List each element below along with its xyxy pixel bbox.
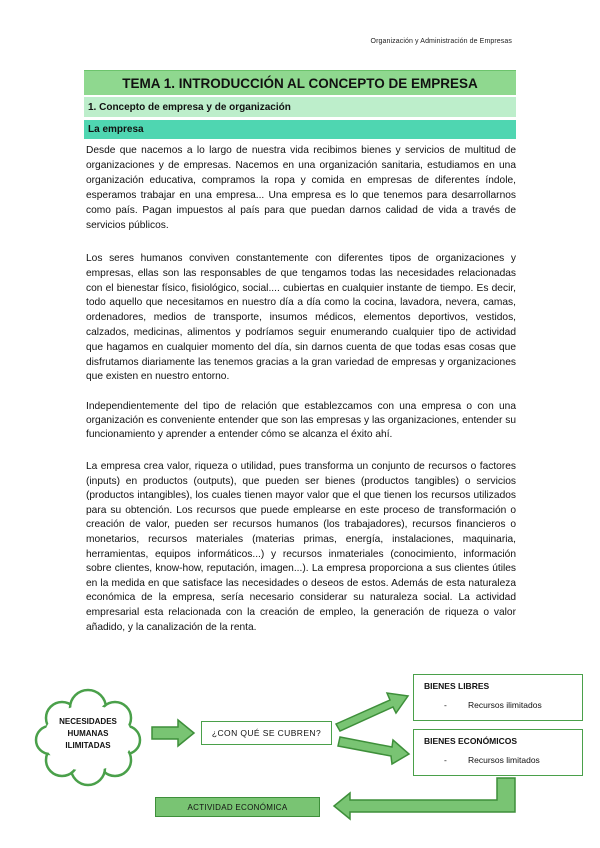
paragraph-3: Independientemente del tipo de relación que establezcamos con una empresa o con una organización es conveniente entender que son las empresas y las organizaciones, entender su funcionamiento y aprender a entender cómo se alcanza el éxito ahí. — [86, 401, 516, 441]
cloud-line-1: NECESIDADES — [59, 717, 117, 726]
arrow-to-bienes-libres — [336, 693, 408, 731]
paragraph-4: La empresa crea valor, riqueza o utilidad, pues transforma un conjunto de recursos o factores (inputs) en productos (outputs), que pueden ser bienes (productos tangibles) o servicios (productos intangibles), los cuales tienen mayor valor que el que tienen los recursos utilizados para su obtención. Los recursos que puede emplearse en este proceso de transformación o creación de valor, pueden ser recursos humanos (los trabajadores), recursos financieros o monetarios, recursos materiales (materias primas, energía, instalaciones, maquinaria, herramientas, equipos informáticos...) y recursos inmateriales (conocimiento, información sobre clientes, know-how, reputación, imagen...). La empresa proporciona a sus clientes útiles en la medida en que satisface las necesidades o deseos de estos. Además de esta naturaleza económica de la empresa, sería necesario considerar su naturaleza social. La actividad empresarial esta relacionada con la creación de empleo, la generación de riqueza o valor añadido, y la canalización de la renta. — [86, 461, 516, 633]
section-heading: 1. Concepto de empresa y de organización — [84, 97, 516, 117]
actividad-economica-box: ACTIVIDAD ECONÓMICA — [155, 797, 320, 817]
cloud-line-2: HUMANAS — [67, 729, 109, 738]
bienes-libres-item-text: Recursos ilimitados — [468, 700, 542, 710]
bienes-economicos-box — [413, 729, 583, 776]
paragraph-2: Los seres humanos conviven constantemente con diferentes tipos de organizaciones y empresas, ellas son las responsables de que tengamos todas las necesidades relacionadas con el bienestar físico, fisiológico, social.... cubiertas en cualquier instante de tiempo. Es decir, todo aquello que necesitamos en nuestro día a día como la cocina, lavadora, nevera, camas, ordenadores, medios de transporte, insumos médicos, elementos deportivos, vestidos, calzados, medicinas, alimentos y podríamos seguir enumerando cualquier tipo de actividad que hagamos en cualquier momento del día, sin darnos cuenta de que todas esas cosas que disfrutamos diariamente las tenemos gracias a la gran variedad de empresas y organizaciones que existen en nuestro entorno. — [86, 253, 516, 383]
bullet-dash: - — [444, 755, 447, 765]
bienes-economicos-title: BIENES ECONÓMICOS — [424, 736, 518, 746]
bienes-libres-title: BIENES LIBRES — [424, 681, 490, 691]
page-title: TEMA 1. INTRODUCCIÓN AL CONCEPTO DE EMPRESA — [84, 70, 516, 95]
bienes-libres-item — [444, 700, 542, 710]
bullet-dash: - — [444, 700, 447, 710]
bienes-economicos-item-text: Recursos limitados — [468, 755, 540, 765]
cloud-line-3: ILIMITADAS — [65, 741, 111, 750]
subsection-heading: La empresa — [84, 120, 516, 139]
bienes-libres-box — [413, 674, 583, 721]
arrow-to-bienes-economicos — [338, 737, 409, 764]
needs-cloud — [38, 694, 138, 774]
bienes-economicos-item — [444, 755, 540, 765]
paragraph-1: Desde que nacemos a lo largo de nuestra vida recibimos bienes y servicios de multitud de organizaciones y de empresas. Nacemos en una organización sanitaria, estudiamos en una organización educativa, compramos la ropa y comida en empresas de diferentes índole, esperamos trabajar en una empresa... Una empresa es lo que tenemos para desarrollarnos como país. Pagan impuestos al país para que puedan darnos calidad de vida a través de servicios públicos. — [86, 145, 516, 231]
question-box: ¿CON QUÉ SE CUBREN? — [201, 721, 332, 745]
arrow-to-actividad — [334, 778, 515, 819]
arrow-to-question — [152, 720, 194, 746]
course-header: Organización y Administración de Empresas — [370, 38, 512, 45]
